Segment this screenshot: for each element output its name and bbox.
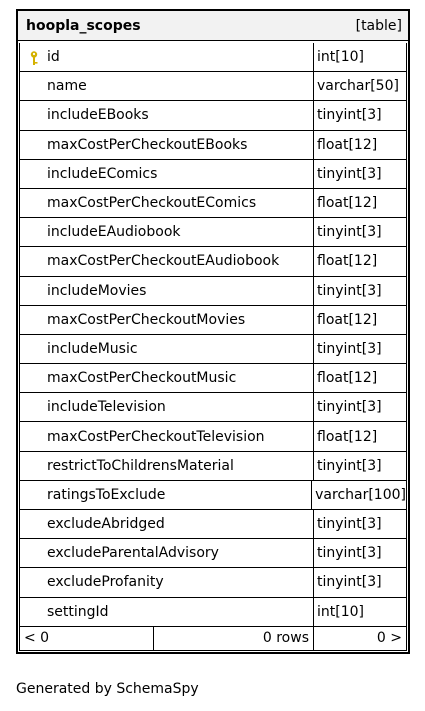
table-kind: [table] (355, 17, 402, 34)
column-name: maxCostPerCheckoutEComics (47, 195, 257, 212)
table-row[interactable] (20, 568, 406, 597)
column-type: tinyint[3] (317, 516, 382, 533)
column-type: tinyint[3] (317, 165, 382, 182)
table-header (18, 11, 408, 41)
children-count[interactable]: 0 > (376, 630, 402, 647)
column-name: excludeAbridged (47, 516, 165, 533)
column-name-cell (20, 189, 314, 217)
column-type: float[12] (317, 311, 378, 328)
column-name: maxCostPerCheckoutTelevision (47, 428, 265, 445)
table-row[interactable] (20, 598, 406, 627)
column-type: tinyint[3] (317, 545, 382, 562)
column-name-cell (20, 364, 314, 392)
column-name: name (47, 78, 87, 95)
table-row[interactable] (20, 218, 406, 247)
row-count: 0 rows (154, 627, 314, 650)
column-name: excludeParentalAdvisory (47, 545, 219, 562)
column-type: varchar[50] (317, 78, 399, 95)
table-row[interactable] (20, 43, 406, 72)
table-row[interactable] (20, 393, 406, 422)
column-name-cell (20, 247, 314, 275)
table-row[interactable] (20, 160, 406, 189)
key-icon (28, 50, 40, 66)
table-row[interactable] (20, 277, 406, 306)
column-type: float[12] (317, 195, 378, 212)
table-row[interactable] (20, 422, 406, 451)
table-row[interactable] (20, 72, 406, 101)
column-name-cell (20, 335, 314, 363)
column-name-cell (20, 568, 314, 596)
column-name: maxCostPerCheckoutMusic (47, 370, 237, 387)
column-name-cell (20, 393, 314, 421)
column-name-cell (20, 452, 314, 480)
column-type: tinyint[3] (317, 224, 382, 241)
column-name: maxCostPerCheckoutEAudiobook (47, 253, 280, 270)
column-name-cell (20, 510, 314, 538)
column-name-cell (20, 218, 314, 246)
column-type: tinyint[3] (317, 282, 382, 299)
column-type: int[10] (317, 49, 364, 66)
column-name-cell (20, 160, 314, 188)
column-name: includeEComics (47, 165, 158, 182)
column-name: ratingsToExclude (47, 486, 166, 503)
column-name: includeEAudiobook (47, 224, 181, 241)
column-name: restrictToChildrensMaterial (47, 457, 234, 474)
table-row[interactable] (20, 481, 406, 510)
table-row[interactable] (20, 452, 406, 481)
table-row[interactable] (20, 131, 406, 160)
table-row[interactable] (20, 247, 406, 276)
table-footer (19, 627, 407, 651)
table-row[interactable] (20, 510, 406, 539)
column-type: float[12] (317, 370, 378, 387)
column-type: tinyint[3] (317, 574, 382, 591)
column-type: varchar[100] (315, 486, 406, 503)
table-row[interactable] (20, 539, 406, 568)
table-box (16, 9, 410, 654)
table-row[interactable] (20, 364, 406, 393)
column-name-cell (20, 422, 314, 450)
column-type: float[12] (317, 253, 378, 270)
column-name: maxCostPerCheckoutEBooks (47, 136, 248, 153)
column-name-cell (20, 43, 314, 71)
table-row[interactable] (20, 101, 406, 130)
column-list (19, 43, 407, 627)
generated-by-label: Generated by SchemaSpy (16, 681, 199, 697)
table-name[interactable]: hoopla_scopes (26, 17, 141, 34)
column-name: includeTelevision (47, 399, 166, 416)
parents-count[interactable]: < 0 (20, 627, 154, 650)
column-name-cell (20, 72, 314, 100)
column-name: excludeProfanity (47, 574, 164, 591)
column-name: includeEBooks (47, 107, 149, 124)
column-name-cell (20, 481, 312, 509)
column-name: id (47, 49, 60, 66)
column-name-cell (20, 277, 314, 305)
column-type: tinyint[3] (317, 107, 382, 124)
column-name: includeMusic (47, 340, 138, 357)
table-row[interactable] (20, 189, 406, 218)
column-type: tinyint[3] (317, 457, 382, 474)
column-name-cell (20, 131, 314, 159)
column-type: int[10] (317, 603, 364, 620)
table-row[interactable] (20, 335, 406, 364)
column-type: float[12] (317, 136, 378, 153)
column-name-cell (20, 539, 314, 567)
column-name-cell (20, 598, 314, 626)
column-type: tinyint[3] (317, 340, 382, 357)
column-name-cell (20, 306, 314, 334)
column-type: tinyint[3] (317, 399, 382, 416)
column-name: settingId (47, 603, 109, 620)
column-type: float[12] (317, 428, 378, 445)
column-name: includeMovies (47, 282, 147, 299)
table-row[interactable] (20, 306, 406, 335)
column-name-cell (20, 101, 314, 129)
column-name: maxCostPerCheckoutMovies (47, 311, 246, 328)
